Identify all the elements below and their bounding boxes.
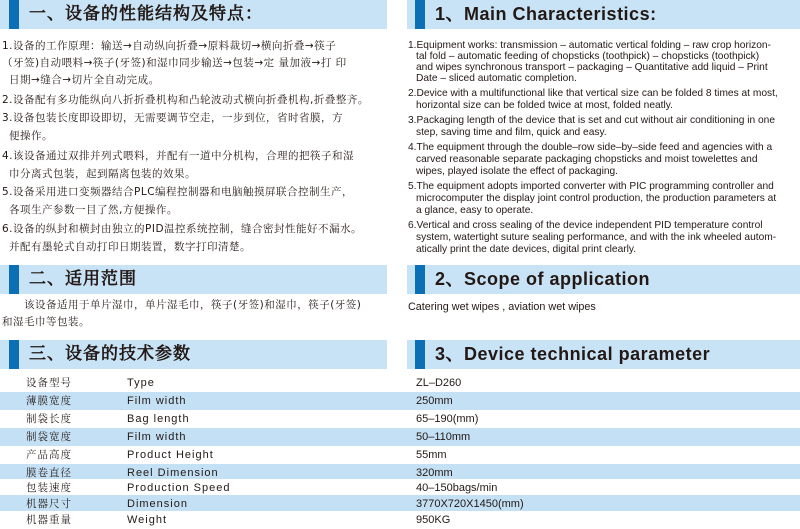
- zh-feature-line: 5.设备采用进口变频器结合PLC编程控制器和电脑触摸屏联合控制生产，: [2, 186, 354, 198]
- en-section-1-header: [407, 0, 800, 29]
- param-value: 950KG: [416, 514, 451, 526]
- en-section-1-title: 1、Main Characteristics:: [435, 4, 657, 24]
- zh-section-3-title: 三、设备的技术参数: [29, 344, 191, 364]
- param-name-zh: 机器重量: [26, 514, 72, 526]
- param-name-zh: 设备型号: [26, 377, 72, 389]
- header-accent-stripe: [9, 0, 19, 29]
- en-feature-line: microcomputer the display joint control production, the production parameters at: [416, 193, 777, 204]
- en-feature-line: 1.Equipment works: transmission – automatic vertical folding – raw crop horizon-: [408, 40, 771, 51]
- param-name-zh: 制袋宽度: [26, 431, 72, 443]
- table-row: [0, 374, 800, 392]
- param-name-en: Reel Dimension: [127, 467, 219, 479]
- header-accent-stripe: [415, 0, 425, 29]
- zh-feature-line: （牙签)自动喂料→筷子(牙签)和湿巾同步输送→包装→定 量加液→打 印: [2, 57, 347, 69]
- param-value: ZL–D260: [416, 377, 462, 389]
- zh-scope-line: 和湿毛巾等包装。: [2, 316, 90, 328]
- en-feature-line: 6.Vertical and cross sealing of the device independent PID temperature control: [408, 220, 763, 231]
- zh-feature-line: 1.设备的工作原理：输送→自动纵向折叠→原料裁切→横向折叠→筷子: [2, 40, 337, 52]
- param-name-zh: 机器尺寸: [26, 498, 72, 510]
- param-name-en: Product Height: [127, 449, 214, 461]
- param-value: 55mm: [416, 449, 447, 461]
- param-name-en: Film width: [127, 431, 187, 443]
- zh-feature-line: 6.设备的纵封和横封由独立的PID温控系统控制，缝合密封性能好不漏水。: [2, 223, 363, 235]
- en-section-3-title: 3、Device technical parameter: [435, 344, 711, 364]
- param-name-en: Production Speed: [127, 482, 231, 494]
- en-feature-line: 4.The equipment through the double–row side–by–side feed and agencies with a: [408, 142, 773, 153]
- en-section-2-title: 2、Scope of application: [435, 269, 651, 289]
- en-feature-line: atically print the date devices, digital print clearly.: [416, 244, 637, 255]
- zh-section-2-title: 二、适用范围: [29, 269, 137, 289]
- param-name-zh: 膜卷直径: [26, 467, 72, 479]
- en-feature-line: carved reasonable separate packaging chopsticks and moist towelettes and: [416, 154, 758, 165]
- zh-section-3-header: [0, 340, 387, 369]
- header-accent-stripe: [415, 340, 425, 369]
- table-row: [0, 392, 800, 410]
- en-feature-line: horizontal size can be folded twice at most, folded neatly.: [416, 100, 673, 111]
- table-row: [0, 446, 800, 464]
- param-name-zh: 产品高度: [26, 449, 72, 461]
- en-section-3-header: [407, 340, 800, 369]
- param-value: 40–150bags/min: [416, 482, 498, 494]
- zh-feature-line: 4.该设备通过双排并列式喂料，并配有一道中分机构，合理的把筷子和湿: [2, 150, 355, 162]
- param-name-zh: 薄膜宽度: [26, 395, 72, 407]
- zh-feature-line: 各项生产参数一目了然,方便操作。: [9, 204, 178, 216]
- zh-scope-line: 该设备适用于单片湿巾，单片湿毛巾，筷子(牙签)和湿巾，筷子(牙签): [24, 299, 362, 311]
- param-name-en: Film width: [127, 395, 187, 407]
- param-name-en: Type: [127, 377, 155, 389]
- zh-feature-line: 巾分离式包装，起到隔离包装的效果。: [9, 168, 196, 180]
- param-value: 50–110mm: [416, 431, 471, 443]
- param-name-en: Bag length: [127, 413, 190, 425]
- zh-section-2-header: [0, 265, 387, 294]
- zh-section-1-title: 一、设备的性能结构及特点：: [29, 4, 263, 24]
- en-feature-line: 3.Packaging length of the device that is set and cut without air conditioning in one: [408, 115, 775, 126]
- zh-feature-line: 便操作。: [9, 130, 53, 142]
- param-value: 320mm: [416, 467, 453, 479]
- en-feature-line: tal fold – automatic feeding of chopsticks (toothpick) – chopsticks (toothpick): [416, 51, 760, 62]
- param-value: 3770X720X1450(mm): [416, 498, 524, 510]
- param-name-zh: 制袋长度: [26, 413, 72, 425]
- en-scope-text: Catering wet wipes , aviation wet wipes: [408, 301, 596, 313]
- en-feature-line: system, watertight suture sealing performance, and with the ink wheeled autom-: [416, 232, 777, 243]
- header-accent-stripe: [9, 265, 19, 294]
- en-feature-line: Date – sliced automatic completion.: [416, 73, 577, 84]
- param-name-en: Dimension: [127, 498, 188, 510]
- param-name-en: Weight: [127, 514, 168, 526]
- en-feature-line: step, saving time and film, quick and easy.: [416, 127, 607, 138]
- param-name-zh: 包装速度: [26, 482, 72, 494]
- header-accent-stripe: [9, 340, 19, 369]
- table-row: [0, 511, 800, 529]
- en-feature-line: 5.The equipment adopts imported converter with PIC programming controller and: [408, 181, 774, 192]
- table-row: [0, 428, 800, 446]
- table-row: [0, 410, 800, 428]
- zh-feature-line: 2.设备配有多功能纵向八折折叠机构和凸轮波动式横向折叠机构,折叠整齐。: [2, 94, 369, 106]
- en-feature-line: 2.Device with a multifunctional like that vertical size can be folded 8 times at most,: [408, 88, 778, 99]
- en-feature-line: a glance, easy to operate.: [416, 205, 534, 216]
- zh-section-1-header: [0, 0, 387, 29]
- en-section-2-header: [407, 265, 800, 294]
- en-feature-line: wipes, played isolate the effect of packaging.: [416, 166, 618, 177]
- zh-feature-line: 并配有墨轮式自动打印日期装置，数字打印清楚。: [9, 241, 251, 253]
- en-feature-line: and wipes synchronous transport – packaging – Quantitative add liquid – Print: [416, 62, 768, 73]
- param-value: 250mm: [416, 395, 453, 407]
- header-accent-stripe: [415, 265, 425, 294]
- zh-feature-line: 日期→缝合→切片全自动完成。: [9, 74, 160, 86]
- param-value: 65–190(mm): [416, 413, 479, 425]
- zh-feature-line: 3.设备包装长度即设即切，无需要调节空走，一步到位，省时省膜，方: [2, 112, 344, 124]
